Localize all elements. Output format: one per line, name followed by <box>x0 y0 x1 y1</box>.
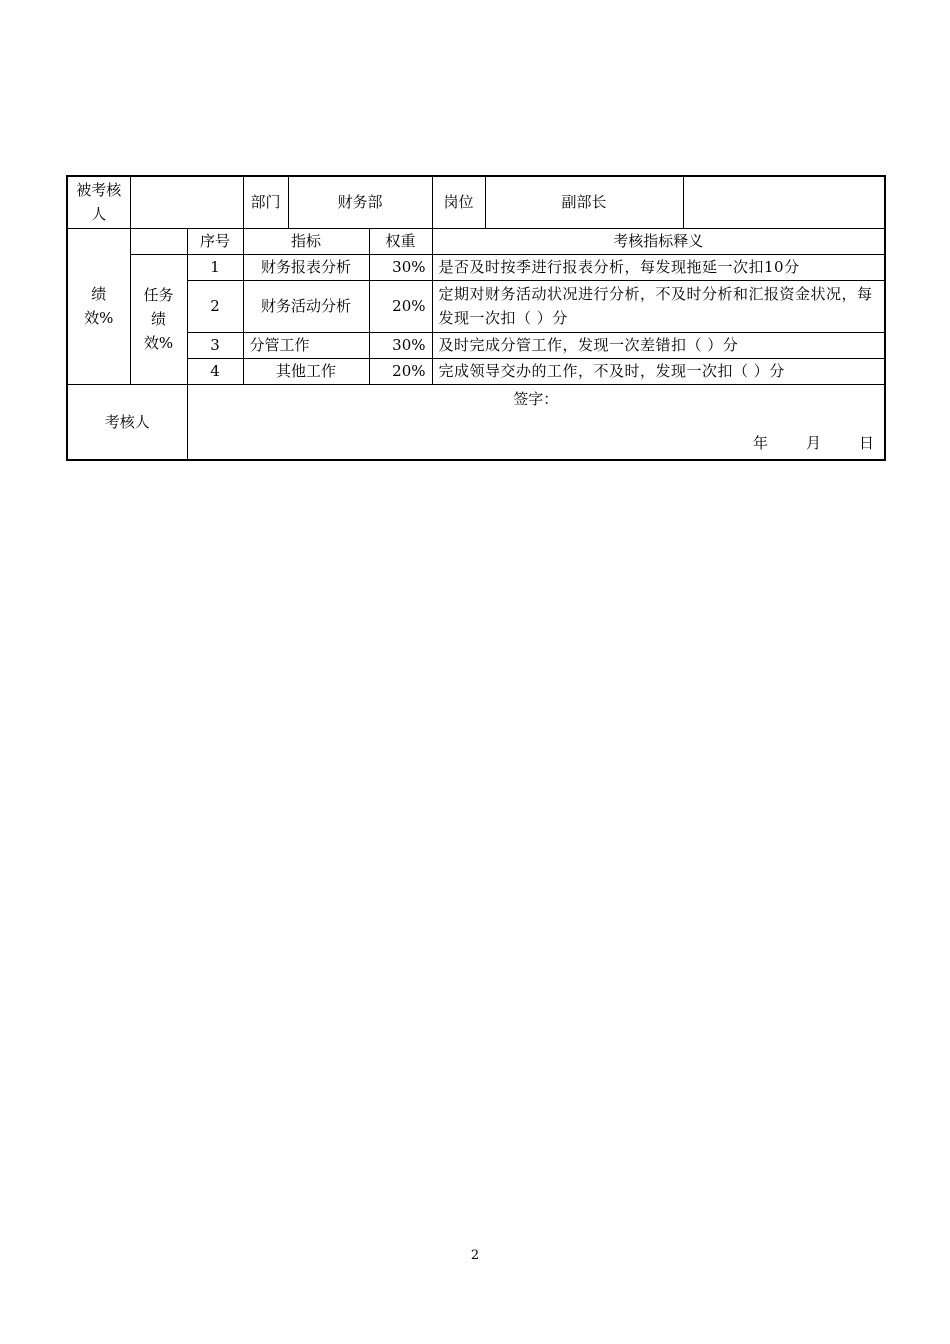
description-header: 考核指标释义 <box>432 228 885 254</box>
weight-header: 权重 <box>369 228 432 254</box>
row-seq: 2 <box>187 280 243 332</box>
seq-header: 序号 <box>187 228 243 254</box>
dept-value: 财务部 <box>288 176 432 228</box>
table-row <box>67 332 885 358</box>
row-indicator: 其他工作 <box>243 358 369 384</box>
assessment-table <box>66 175 886 461</box>
examinee-label: 被考核人 <box>67 176 130 228</box>
row-indicator: 财务报表分析 <box>243 254 369 280</box>
date-line <box>753 431 874 455</box>
table-row <box>67 280 885 332</box>
day-label: 日 <box>859 433 875 452</box>
month-label: 月 <box>805 433 821 452</box>
header-extra-cell <box>683 176 885 228</box>
row-weight: 20% <box>369 280 432 332</box>
dept-label: 部门 <box>243 176 288 228</box>
row-description: 定期对财务活动状况进行分析，不及时分析和汇报资金状况，每发现一次扣（ ）分 <box>432 280 885 332</box>
row-description: 完成领导交办的工作，不及时，发现一次扣（ ）分 <box>432 358 885 384</box>
examiner-label: 考核人 <box>67 384 187 460</box>
position-label: 岗位 <box>432 176 485 228</box>
row-seq: 4 <box>187 358 243 384</box>
examiner-row <box>67 384 885 460</box>
signature-label: 签字： <box>513 389 559 408</box>
blank-subheader-cell <box>130 228 187 254</box>
row-description: 及时完成分管工作，发现一次差错扣（ ）分 <box>432 332 885 358</box>
performance-group-label: 绩效% <box>67 228 130 384</box>
row-weight: 30% <box>369 332 432 358</box>
row-seq: 3 <box>187 332 243 358</box>
signature-area <box>187 384 885 460</box>
header-row <box>67 176 885 228</box>
row-indicator: 分管工作 <box>243 332 369 358</box>
table-row <box>67 358 885 384</box>
column-header-row <box>67 228 885 254</box>
row-weight: 30% <box>369 254 432 280</box>
position-value: 副部长 <box>485 176 683 228</box>
row-weight: 20% <box>369 358 432 384</box>
examinee-value <box>130 176 243 228</box>
indicator-header: 指标 <box>243 228 369 254</box>
row-description: 是否及时按季进行报表分析，每发现拖延一次扣10分 <box>432 254 885 280</box>
page-number: 2 <box>470 1248 480 1263</box>
table-row <box>67 254 885 280</box>
row-indicator: 财务活动分析 <box>243 280 369 332</box>
row-seq: 1 <box>187 254 243 280</box>
task-performance-label: 任务绩效% <box>130 254 187 384</box>
year-label: 年 <box>752 433 768 452</box>
